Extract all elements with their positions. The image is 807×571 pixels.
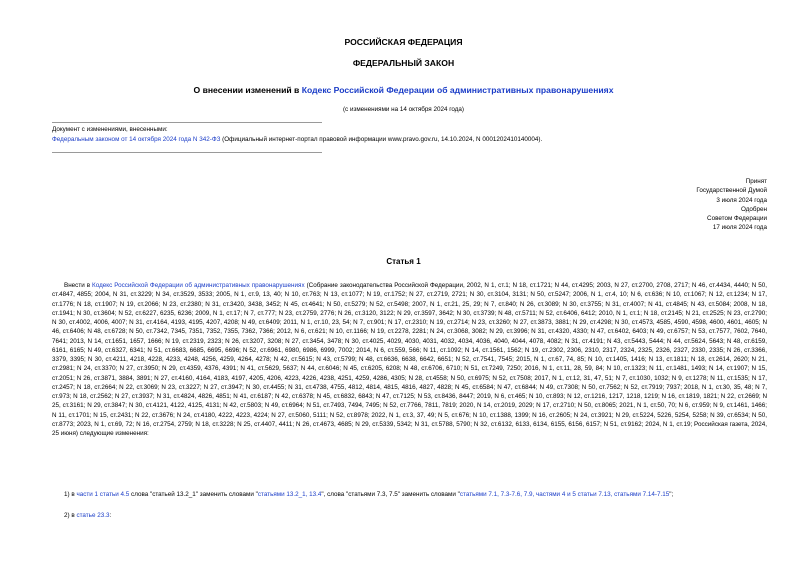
item-text: : [109,512,112,519]
item-number: 2) в [64,512,77,519]
item-text: слова "статьей 13.2_1" заменить словами " [129,491,258,498]
amending-law-link[interactable]: Федеральным законом от 14 октября 2024 года N 342-ФЗ [52,136,221,143]
adoption-line: 3 июля 2024 года [716,196,767,204]
doc-info-line [52,136,542,143]
art23-3-link[interactable]: статье 23.3 [76,512,110,519]
art7-links[interactable]: статьями 7.1, 7.3-7.6, 7.9, частями 4 и 5 статьи 7.13, статьями 7.14-7.15 [459,491,670,498]
list-item [64,512,111,519]
country-heading: РОССИЙСКАЯ ФЕДЕРАЦИЯ [344,37,463,47]
article-heading: Статья 1 [386,257,421,266]
item-number: 1) в [64,491,77,498]
doc-info-label: Документ с изменениями, внесенными: [52,126,168,133]
part1-art4-5-link[interactable]: части 1 статьи 4.5 [76,491,130,498]
list-item [64,491,673,498]
article-intro-paragraph [52,281,767,438]
intro-prefix: Внести в [64,282,93,289]
edition-note: (с изменениями на 14 октября 2024 года) [342,106,465,113]
art13-2-link[interactable]: статьями 13.2_1, 13.4 [257,491,322,498]
adoption-line: Советом Федерации [707,215,767,223]
intro-text: (Собрание законодательства Российской Федерации, 2002, N 1, ст.1; N 18, ст.1721; N 44, ст.4295; 2003, N 27, ст.2700, 2708, 2717; N 46, ст.4434, 4440; N 50, ст.4847, 4855; 2004, N 31, ст.3229; N 34, ст.3529, 3533; 2005, N 1, ст.9, 13, 40; N 10, ст.763; N 13, ст.1077; N 19, ст.1752; N 27, ст.2719, 2721; N 30, ст.3104, 3131; N 50, ст.5247; 2006, N 1, ст.4, 10; N 6, ст.636; N 10, ст.1067; N 12, ст.1234; N 17, ст.1776; N 18, ст.1907; N 19, ст.2066; N 23, ст.2380; N 31, ст.3420, 3438, 3452; N 45, ст.4641; N 50, ст.5279; N 52, ст.5498; 2007, N 1, ст.21, 25, 29; N 7, ст.840; N 26, ст.3089; N 30, ст.3755; N 31, ст.4007; N 41, ст.4845; N 43, ст.5084; 2008, N 18, ст.1941; N 30, ст.3604; N 52, ст.6227, 6235, 6236; 2009, N 1, ст.17; N 7, ст.777; N 23, ст.2759, 2776; N 26, ст.3120, 3122; N 29, ст.3597, 3642; N 30, ст.3739; N 48, ст.5711; N 52, ст.6406, 6412; 2010, N 1, ст.1; N 18, ст.2145; N 21, ст.2525; N 23, ст.2790; N 30, ст.4002, 4006, 4007; N 31, ст.4164, 4193, 4195, 4207, 4208; N 49, ст.6409; 2011, N 1, ст.10, 23, 54; N 7, ст.901; N 17, ст.2310; N 19, ст.2714; N 23, ст.3260; N 27, ст.3873, 3881; N 29, ст.4298; N 30, ст.4573, 4585, 4590, 4598, 4600, 4601, 4605; N 46, ст.6406; N 48, ст.6728; N 50, ст.7342, 7345, 7351, 7352, 7355, 7362, 7366; 2012, N 6, ст.621; N 10, ст.1166; N 19, ст.2278, 2281; N 24, ст.3068, 3082; N 29, ст.3996; N 31, ст.4320, 4330; N 47, ст.6402, 6403; N 49, ст.6757; N 53, ст.7577, 7602, 7640, 7641; 2013, N 14, ст.1651, 1657, 1666; N 19, ст.2319, 2323; N 26, ст.3207, 3208; N 27, ст.3454, 3478; N 30, ст.4025, 4029, 4030, 4031, 4032, 4034, 4036, 4040, 4044, 4078, 4082; N 31, ст.4191; N 43, ст.5443, 5444; N 44, ст.5624, 5643; N 48, ст.6159, 6161, 6165; N 49, ст.6327, 6341; N 51, ст.6683, 6685, 6695, 6696; N 52, ст.6961, 6980, 6986, 6999, 7002; 2014, N 6, ст.559, 566; N 11, ст.1092; N 14, ст.1561, 1562; N 19, ст.2302, 2306, 2310, 2317, 2324, 2325, 2326, 2327, 2330, 2335; N 26, ст.3366, 3379, 3395; N 30, ст.4211, 4218, 4228, 4233, 4248, 4256, 4259, 4264, 4278; N 42, ст.5615; N 43, ст.5799; N 48, ст.6636, 6638, 6642, 6651; N 52, ст.7541, 7545; 2015, N 1, ст.67, 74, 85; N 10, ст.1405, 1416; N 13, ст.1811; N 18, ст.2614, 2620; N 21, ст.2981; N 24, ст.3370; N 27, ст.3950; N 29, ст.4359, 4376, 4391; N 41, ст.5629, 5637; N 44, ст.6046; N 45, ст.6205, 6208; N 48, ст.6706, 6710; N 51, ст.7249, 7250; 2016, N 1, ст.11, 28, 59, 84; N 10, ст.1323; N 11, ст.1481, 1493; N 14, ст.1907; N 15, ст.2051; N 26, ст.3871, 3884, 3891; N 27, ст.4160, 4164, 4183, 4197, 4205, 4206, 4223, 4226, 4238, 4251, 4259, 4286, 4305; N 28, ст.4558; N 50, ст.6975; N 52, ст.7508; 2017, N 1, ст.12, 31, 47, 51; N 7, ст.1030, 1032; N 9, ст.1278; N 11, ст.1535; N 17, ст.2457; N 18, ст.2664; N 22, ст.3069; N 23, ст.3227; N 27, ст.3947; N 30, ст.4455; N 31, ст.4738, 4755, 4812, 4814, 4815, 4816, 4827, 4828; N 45, ст.6584; N 47, ст.6844; N 49, ст.7308; N 50, ст.7562; N 52, ст.7919; 7937; 2018, N 1, ст.30, 35, 48; N 7, ст.973; N 18, ст.2562; N 27, ст.3937; N 31, ст.4824, 4826, 4851; N 41, ст.6187; N 42, ст.6378; N 45, ст.6832, 6843; N 47, ст.7125; N 53, ст.8436, 8447; 2019, N 6, ст.465; N 10, ст.893; N 12, ст.1216, 1217, 1218, 1219; N 16, ст.1819, 1821; N 22, ст.2669; N 25, ст.3161; N 29, ст.3847; N 30, ст.4121, 4122, 4125, 4131; N 42, ст.5803; N 49, ст.6964; N 51, ст.7493, 7494, 7495; N 52, ст.7766, 7811, 7819; 2020, N 14, ст.2019, 2029; N 17, ст.2710; N 50, ст.8065; 2021, N 1, ст.50, 70; N 6, ст.959; N 9, ст.1461, 1466; N 11, ст.1701; N 15, ст.2431; N 22, ст.3676; N 24, ст.4180, 4222, 4223, 4224; N 27, ст.5060, 5111; N 52, ст.8978; 2022, N 1, ст.3, 37, 49; N 5, ст.676; N 10, ст.1388, 1399; N 16, ст.2605; N 24, ст.3921; N 29, ст.5224, 5226, 5254, 5258; N 39, ст.6534; N 50, ст.8773; 2023, N 1, ст.69, 72; N 16, ст.2754, 2759; N 18, ст.3228; N 25, ст.4407, 4411; N 26, ст.4673, 4685; N 29, ст.5339, 5342; N 31, ст.5788, 5790; N 32, ст.6132, 6133, 6134, 6155, 6156, 6157; N 51, ст.9162; 2024, N 1, ст.19; Российская газета, 2024, 25 июня) следующие изменения: [52,282,767,437]
item-text: "; [669,491,674,498]
top-divider [52,122,322,123]
adoption-line: Государственной Думой [696,187,767,195]
adoption-block [607,177,767,233]
adoption-line: 17 июля 2024 года [712,224,767,232]
law-title-prefix: О внесении изменений в [193,85,302,95]
koap-intro-link[interactable]: Кодекс Российской Федерации об административных правонарушениях [92,282,305,289]
law-type-heading: ФЕДЕРАЛЬНЫЙ ЗАКОН [352,58,455,68]
item-text: ", слова "статьями 7.3, 7.5" заменить словами " [321,491,460,498]
law-title [0,85,807,95]
koap-title-link[interactable]: Кодекс Российской Федерации об административных правонарушениях [301,85,614,95]
adoption-line: Одобрен [740,205,767,213]
bottom-divider [52,152,322,153]
adoption-line: Принят [745,178,767,185]
doc-info-source: (Официальный интернет-портал правовой информации www.pravo.gov.ru, 14.10.2024, N 0001202410140004). [220,136,543,143]
